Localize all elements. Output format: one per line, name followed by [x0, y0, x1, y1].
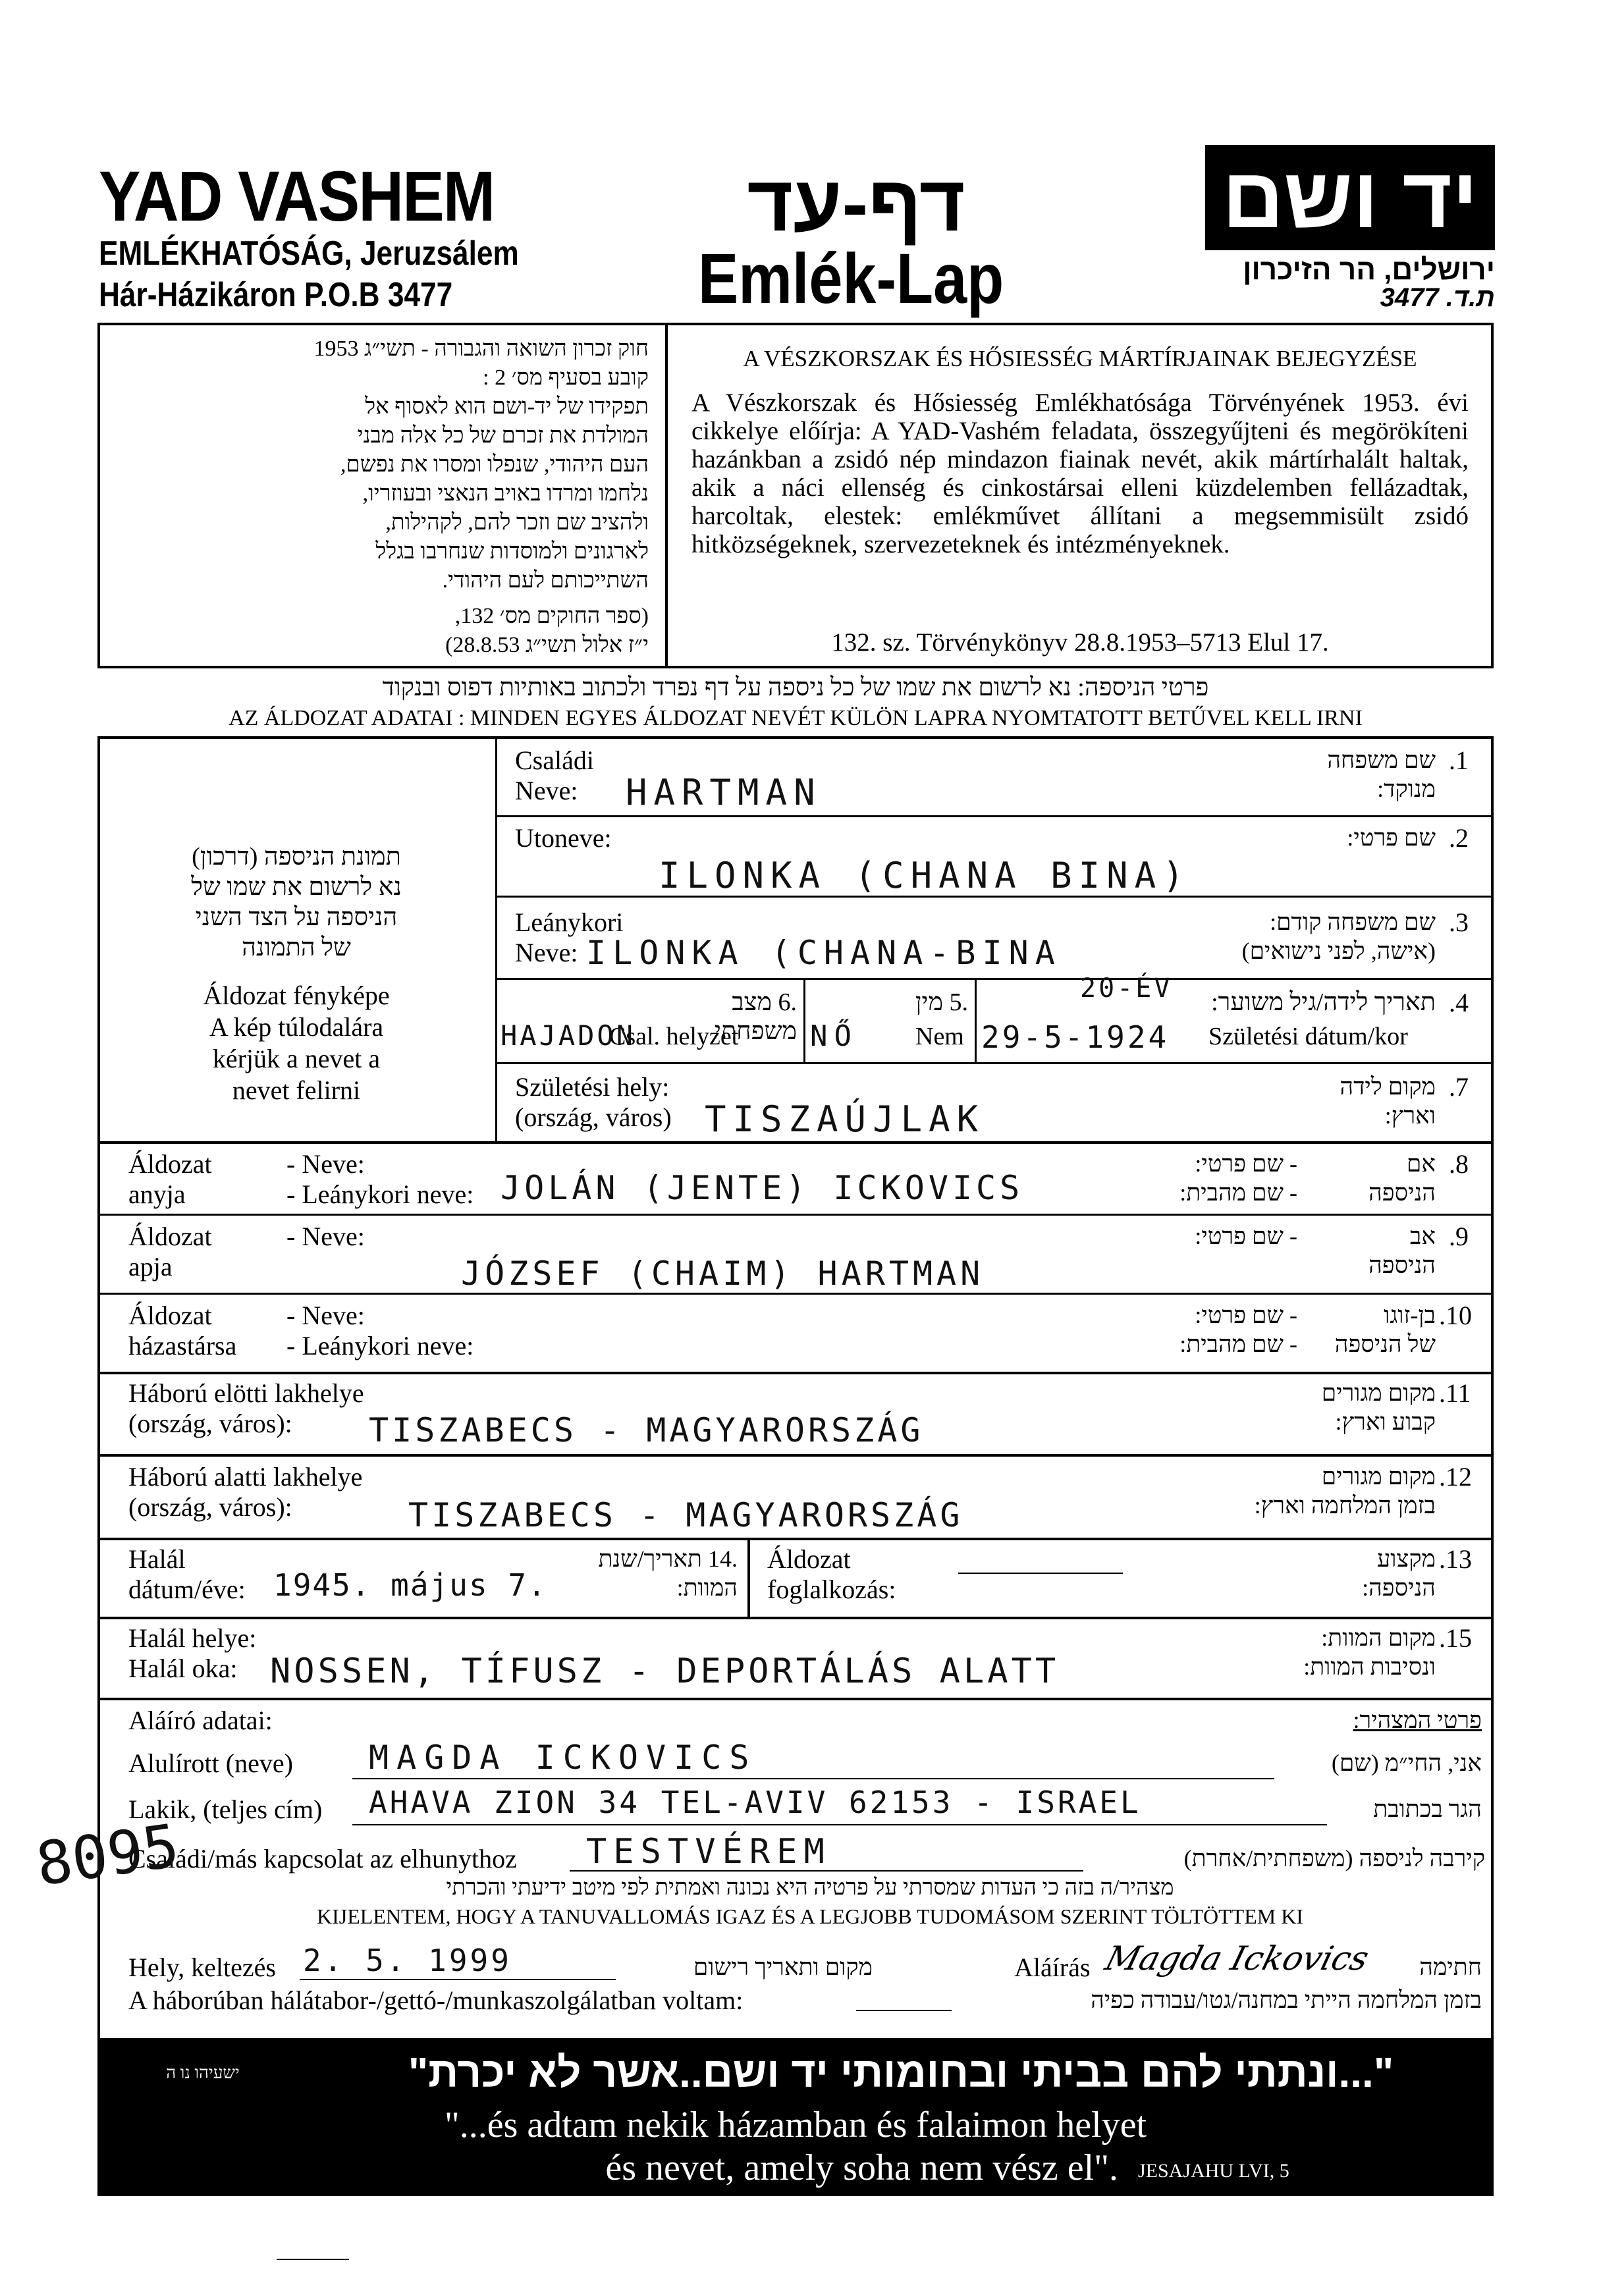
- field-9-label-hu: [128, 1222, 212, 1282]
- prewar-residence-value[interactable]: TISZABECS - MAGYARORSZÁG: [369, 1411, 924, 1449]
- field-15-number: .15: [1439, 1623, 1472, 1653]
- field-10-label-he: [1311, 1301, 1436, 1359]
- field-divider: [97, 1214, 1494, 1216]
- field-8-number: .8: [1449, 1149, 1469, 1179]
- birth-date-value[interactable]: 29-5-1924: [981, 1019, 1170, 1055]
- label-line: מנוקד:: [1377, 776, 1436, 802]
- field-10-number: .10: [1439, 1301, 1472, 1330]
- place-date-label-he: מקום ותאריך רישום: [693, 1954, 873, 1980]
- submitter-name-label: Alulírott (neve): [128, 1748, 293, 1778]
- label-line: - שם מהבית:: [1179, 1331, 1297, 1357]
- law-text-hu: A Vészkorszak és Hősiesség Emlékhatósága Törvényének 1953. évi cikkelye előírja: A YAD-Vashém feladata, összegyűjteni és megörökíteni hazánkban a zsidó nép mindazon fiainak nevét, akik mártírhalált haltak, akik a náci ellenség és cinkostársai elleni küzdelemben fellázadtak, harcoltak, elestek: emlékművet állítani a megsemmisült zsidó hitközségeknek, szervezeteknek és intézményeknek.: [691, 389, 1469, 558]
- label-line: anyja: [128, 1179, 186, 1209]
- label-line: (ország, város):: [128, 1409, 292, 1438]
- relation-label: Családi/más kapcsolat az elhunythoz: [128, 1844, 517, 1873]
- label-line: Leánykori: [515, 907, 624, 937]
- field-3-number: .3: [1449, 907, 1469, 937]
- label-line: אם: [1406, 1150, 1436, 1177]
- death-place-cause-value[interactable]: NOSSEN, TÍFUSZ - DEPORTÁLÁS ALATT: [270, 1652, 1060, 1691]
- field-2-label-he: שם פרטי:: [1347, 824, 1436, 851]
- field-5-label-hu: Nem: [915, 1023, 964, 1050]
- label-line: מקצוע: [1376, 1546, 1436, 1572]
- doc-title-hebrew: דף-עד: [747, 159, 965, 248]
- label-line: - Neve:: [286, 1301, 365, 1330]
- label-line: הניספה: [1368, 1252, 1436, 1278]
- place-date-label: Hely, keltezés: [128, 1953, 276, 1982]
- label-line: (ország, város): [515, 1102, 672, 1132]
- section-divider: [97, 1141, 1494, 1144]
- doc-title: Emlék-Lap: [698, 238, 1004, 318]
- label-line: foglalkozás:: [767, 1575, 896, 1604]
- label-line: házastársa: [128, 1331, 237, 1361]
- field-8-sublabels: [286, 1149, 474, 1210]
- place-date-value[interactable]: 2. 5. 1999: [303, 1943, 512, 1978]
- law-hebrew-line: השתייכותם לעם היהודי.: [442, 568, 649, 593]
- label-line: קבוע וארץ:: [1335, 1409, 1436, 1435]
- label-line: Halál oka:: [128, 1654, 238, 1683]
- label-line: - Leánykori neve:: [286, 1331, 474, 1361]
- gender-value[interactable]: NŐ: [810, 1019, 858, 1053]
- field-8-he-sublabels: [1139, 1149, 1297, 1207]
- field-15-label-hu: [128, 1623, 256, 1684]
- label-line: Neve:: [515, 776, 578, 805]
- label-line: הניספה: [1368, 1179, 1436, 1206]
- camp-label: A háborúban hálátabor-/gettó-/munkaszolgálatban voltam:: [128, 1985, 744, 2015]
- label-line: (אישה, לפני נישואים): [1241, 938, 1436, 964]
- declaration-he: מצהיר/ה בזה כי העדות שמסרתי על פרטיה היא נכונה ואמתית לפי מיטב ידיעתי והכרתי: [446, 1875, 1174, 1900]
- maiden-name-value[interactable]: ILONKA (CHANA-BINA: [586, 934, 1062, 972]
- section-divider: [97, 1372, 1494, 1374]
- law-hebrew-line: המולדת את זכרם של כל אלה מבני: [357, 423, 649, 448]
- law-hebrew-line: תפקידו של יד-ושם הוא לאסוף אל: [365, 394, 649, 419]
- law-hebrew: [115, 335, 649, 660]
- field-3-label-he: [1146, 907, 1436, 965]
- field-divider: [97, 1293, 1494, 1295]
- field-6-label-he: .6 מצב משפחתי: [715, 988, 797, 1045]
- law-hebrew-line: נלחמו ומרדו באויב הנאצי ובעוזריו,: [362, 481, 649, 506]
- field-divider: [495, 978, 1494, 980]
- label-line: Áldozat: [128, 1222, 212, 1251]
- photo-hebrew-line: של התמונה: [242, 934, 351, 961]
- field-12-label-hu: [128, 1462, 362, 1523]
- relation-line: [570, 1870, 1083, 1872]
- label-line: - Leánykori neve:: [286, 1179, 474, 1209]
- submitter-title-hu: Aláíró adatai:: [128, 1706, 273, 1735]
- field-6-label-hu: Csal. helyzet: [609, 1023, 739, 1050]
- address-hebrew: ירושלים, הר הזיכרון: [1243, 254, 1495, 286]
- photo-hungarian-line: kérjük a nevet a: [212, 1044, 381, 1073]
- law-title-hu: A VÉSZKORSZAK ÉS HŐSIESSÉG MÁRTÍRJAINAK BEJEGYZÉSE: [743, 346, 1417, 371]
- field-15-label-he: [1185, 1623, 1436, 1681]
- relation-label-he: קירבה לניספה (משפחתית/אחרת): [1183, 1845, 1485, 1872]
- first-name-value[interactable]: ILONKA (CHANA BINA): [659, 855, 1191, 896]
- submitter-address-label: Lakik, (teljes cím): [128, 1794, 323, 1824]
- label-line: ונסיבות המוות:: [1303, 1654, 1436, 1680]
- photo-hungarian-line: nevet felirni: [232, 1075, 361, 1105]
- camp-line: [856, 2010, 952, 2011]
- instructions-hebrew: פרטי הניספה: נא לרשום את שמו של כל ניספה על דף נפרד ולכתוב באותיות דפוס ובנקוד: [382, 674, 1209, 701]
- org-title: YAD VASHEM: [99, 156, 495, 236]
- relation-value[interactable]: TESTVÉREM: [586, 1832, 831, 1872]
- photo-hungarian-line: A kép túlodalára: [209, 1012, 384, 1042]
- field-9-he-sublabel: - שם פרטי:: [1195, 1223, 1297, 1249]
- label-line: שם משפחה קודם:: [1270, 909, 1436, 935]
- field-9-label-he: [1317, 1222, 1436, 1280]
- label-line: - שם פרטי:: [1195, 1150, 1297, 1177]
- label-line: הניספה:: [1362, 1575, 1436, 1601]
- field-12-label-he: [1172, 1462, 1436, 1520]
- field-11-number: .11: [1439, 1378, 1471, 1408]
- wartime-residence-value[interactable]: TISZABECS - MAGYARORSZÁG: [408, 1496, 963, 1534]
- label-line: Halál helye:: [128, 1623, 257, 1653]
- field-6-divider: [803, 978, 805, 1062]
- age-value[interactable]: 20-ÉV: [1080, 973, 1173, 1004]
- field-5-label-he: .5 מין: [915, 988, 968, 1016]
- field-9-number: .9: [1449, 1222, 1469, 1251]
- law-hebrew-line: (ספר החוקים מס׳ 132,: [454, 604, 649, 628]
- photo-hebrew-line: הניספה על הצד השני: [195, 903, 398, 931]
- org-address: Hár-Házikáron P.O.B 3477: [99, 276, 453, 314]
- law-hebrew-line: חוק זכרון השואה והגבורה - תשי״ג 1953: [313, 337, 649, 361]
- footer-hebrew-source: ישעיהו נו ה: [166, 2063, 240, 2082]
- field-4-label-hu: Születési dátum/kor: [1208, 1023, 1408, 1050]
- field-14-label-hu: [128, 1544, 246, 1605]
- field-10-he-sublabels: [1139, 1301, 1297, 1359]
- submitter-name-line: [352, 1778, 1274, 1779]
- logo-text: יד ושם: [1222, 149, 1478, 246]
- photo-hebrew: [105, 842, 487, 963]
- declaration-hu: KIJELENTEM, HOGY A TANUVALLOMÁS IGAZ ÉS A LEGJOBB TUDOMÁSOM SZERINT TÖLTÖTTEM KI: [317, 1904, 1303, 1928]
- death-date-value[interactable]: 1945. május 7.: [273, 1567, 547, 1603]
- submitter-address-value[interactable]: AHAVA ZION 34 TEL-AVIV 62153 - ISRAEL: [369, 1785, 1141, 1820]
- field-12-number: .12: [1439, 1462, 1472, 1492]
- label-line: המוות:: [676, 1575, 738, 1601]
- label-line: בזמן המלחמה וארץ:: [1254, 1492, 1436, 1519]
- footer-hebrew-quote: "...ונתתי להם בביתי ובחומותי יד ושם..אשר לא יכרת": [408, 2049, 1394, 2096]
- field-divider: [495, 896, 1494, 898]
- law-divider: [665, 323, 668, 668]
- field-14-label-he: [580, 1544, 738, 1602]
- section-divider: [97, 1538, 1494, 1540]
- law-hebrew-line: העם היהודי, שנפלו ומסרו את נפשם,: [340, 452, 649, 477]
- label-line: Neve:: [515, 938, 578, 967]
- field-8-label-hu: [128, 1149, 212, 1210]
- father-name-value[interactable]: JÓZSEF (CHAIM) HARTMAN: [461, 1254, 985, 1293]
- footer-scan-mark: [277, 2259, 349, 2260]
- label-line: של הניספה: [1334, 1331, 1436, 1357]
- label-line: Háború alatti lakhelye: [128, 1462, 363, 1492]
- field-11-label-he: [1179, 1378, 1436, 1436]
- field-13-label-he: [1185, 1544, 1436, 1602]
- field-1-number: .1: [1449, 745, 1469, 775]
- signature-value[interactable]: Magda Ickovics: [1101, 1939, 1373, 1978]
- footer-hungarian-line2: és nevet, amely soha nem vész el".: [605, 2147, 1118, 2188]
- field-13-label-hu: [767, 1544, 896, 1605]
- label-line: dátum/éve:: [128, 1575, 246, 1604]
- section-divider: [97, 1617, 1494, 1619]
- photo-hebrew-line: תמונת הניספה (דרכון): [192, 843, 401, 871]
- label-line: מקום מגורים: [1321, 1380, 1436, 1406]
- camp-label-he: בזמן המלחמה הייתי במחנה/גטו/עבודה כפיה: [1091, 1987, 1482, 2013]
- submitter-address-line: [352, 1824, 1327, 1825]
- footer-banner: [97, 2038, 1494, 2196]
- label-line: שם משפחה: [1327, 747, 1436, 773]
- footer-hungarian-source: JESAJAHU LVI, 5: [1138, 2160, 1289, 2182]
- label-line: Áldozat: [128, 1149, 212, 1179]
- field-divider: [495, 1062, 1494, 1064]
- occupation-dash: [958, 1573, 1123, 1574]
- section-divider: [97, 1698, 1494, 1700]
- field-7-number: .7: [1449, 1072, 1469, 1102]
- signature-label: Aláírás: [1014, 1953, 1091, 1982]
- footer-hungarian-line1: "...és adtam nekik házamban és falaimon helyet: [444, 2105, 1147, 2145]
- field-7-label-hu: [515, 1072, 672, 1133]
- law-hebrew-line: לארגונים ולמוסדות שנחרבו בגלל: [375, 539, 649, 564]
- law-hebrew-line: י״ז אלול תשי״ג 28.8.53): [445, 633, 649, 657]
- label-line: Születési hely:: [515, 1072, 670, 1102]
- submitter-address-label-he: הגר בכתובת: [1373, 1796, 1482, 1822]
- submitter-name-label-he: אני, החי״מ (שם): [1331, 1750, 1482, 1776]
- family-name-value[interactable]: HARTMAN: [626, 772, 822, 813]
- photo-hungarian-line: Áldozat fényképe: [203, 981, 390, 1010]
- submitter-title-he: פרטי המצהיר:: [1353, 1707, 1482, 1733]
- label-line: apja: [128, 1252, 173, 1281]
- label-line: (ország, város):: [128, 1492, 292, 1522]
- field-7-label-he: [1185, 1072, 1436, 1130]
- field-1-label-hu: [515, 745, 594, 806]
- label-line: Háború elötti lakhelye: [128, 1378, 364, 1408]
- mother-name-value[interactable]: JOLÁN (JENTE) ICKOVICS: [501, 1169, 1024, 1207]
- label-line: Áldozat: [767, 1544, 851, 1574]
- yad-vashem-logo: [1205, 145, 1495, 250]
- field-2-number: .2: [1449, 823, 1469, 853]
- field-9-sublabel: - Neve:: [286, 1222, 365, 1251]
- marital-status-value[interactable]: HAJADON: [501, 1019, 636, 1052]
- label-line: אב: [1410, 1223, 1436, 1249]
- field-1-label-he: [1185, 745, 1436, 803]
- birth-place-value[interactable]: TISZAÚJLAK: [705, 1098, 985, 1140]
- label-line: וארץ:: [1384, 1102, 1436, 1129]
- label-line: מקום מגורים: [1321, 1463, 1436, 1490]
- margin-note: 8095: [32, 1811, 184, 1900]
- label-line: מקום לידה: [1340, 1073, 1436, 1100]
- label-line: - שם מהבית:: [1179, 1179, 1297, 1206]
- label-line: - שם פרטי:: [1195, 1302, 1297, 1328]
- field-divider: [495, 815, 1494, 817]
- photo-divider: [495, 736, 497, 1141]
- law-hebrew-line: ולהציב שם וזכר להם, לקהילות,: [385, 510, 649, 535]
- org-subtitle: EMLÉKHATÓSÁG, Jeruzsálem: [99, 234, 519, 273]
- field-2-label-hu: Utoneve:: [515, 823, 612, 853]
- field-10-label-hu: [128, 1301, 236, 1361]
- field-13-number: .13: [1439, 1544, 1472, 1574]
- label-line: - Neve:: [286, 1149, 365, 1179]
- signature-label-he: חתימה: [1419, 1954, 1482, 1980]
- label-line: Családi: [515, 745, 594, 775]
- field-4-label-he: תאריך לידה/גיל משוער:: [1211, 988, 1436, 1016]
- label-line: מקום המוות:: [1321, 1625, 1436, 1651]
- submitter-name-value[interactable]: MAGDA ICKOVICS: [369, 1738, 757, 1777]
- place-date-line: [300, 1979, 616, 1980]
- photo-hungarian: [105, 980, 487, 1106]
- address-po-hebrew: ת.ד. 3477: [1380, 283, 1495, 312]
- law-hebrew-line: קובע בסעיף מס׳ 2 :: [483, 365, 649, 390]
- field-11-label-hu: [128, 1378, 364, 1439]
- label-line: Halál: [128, 1544, 186, 1574]
- law-citation-hu: 132. sz. Törvénykönyv 28.8.1953–5713 Elul 17.: [831, 628, 1329, 657]
- label-line: Áldozat: [128, 1301, 212, 1330]
- field-13-divider: [747, 1538, 750, 1617]
- section-divider: [97, 1454, 1494, 1457]
- photo-hebrew-line: נא לרשום את שמו של: [191, 873, 402, 901]
- label-line: בן-זוגו: [1384, 1302, 1436, 1328]
- field-8-label-he: [1317, 1149, 1436, 1207]
- field-5-divider: [975, 978, 977, 1062]
- field-4-number: .4: [1449, 988, 1469, 1017]
- field-10-sublabels: [286, 1301, 474, 1361]
- instructions-hungarian: AZ ÁLDOZAT ADATAI : MINDEN EGYES ÁLDOZAT NEVÉT KÜLÖN LAPRA NYOMTATOTT BETŰVEL KELL IRNI: [229, 706, 1363, 730]
- label-line: .14 תאריך/שנת: [598, 1546, 738, 1572]
